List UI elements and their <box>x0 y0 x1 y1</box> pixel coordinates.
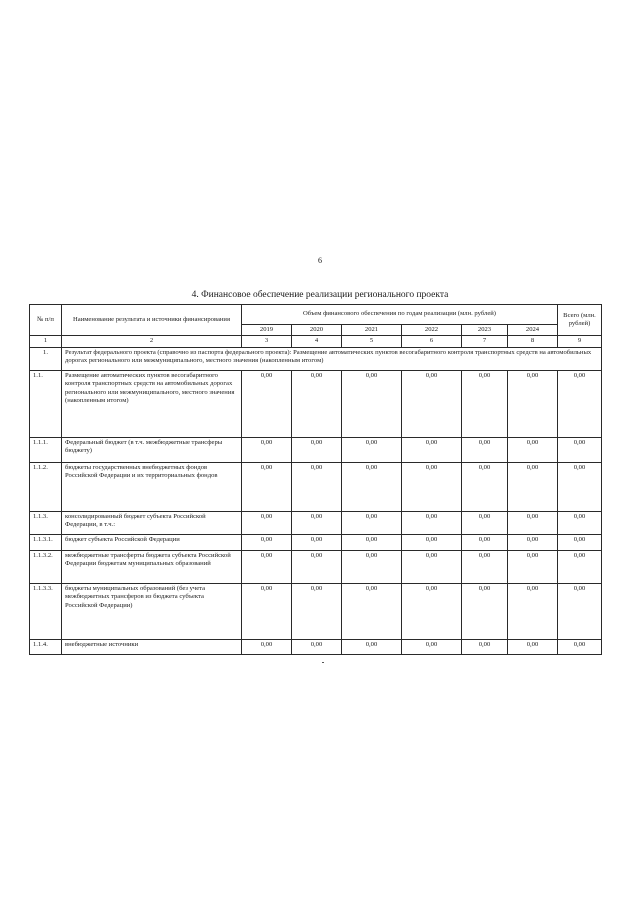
row-value: 0,00 <box>292 534 342 550</box>
row-value: 0,00 <box>402 534 462 550</box>
scan-mark <box>322 662 324 663</box>
column-number: 9 <box>558 336 602 347</box>
row-value: 0,00 <box>292 437 342 462</box>
row-value: 0,00 <box>462 583 508 639</box>
column-number: 7 <box>462 336 508 347</box>
row-value: 0,00 <box>558 583 602 639</box>
column-number: 1 <box>30 336 62 347</box>
table-row <box>30 639 602 654</box>
row-name: консолидированный бюджет субъекта Российской Федерации, в т.ч.: <box>62 511 242 534</box>
row-value: 0,00 <box>342 437 402 462</box>
column-number: 6 <box>402 336 462 347</box>
row-value: 0,00 <box>292 370 342 437</box>
row-number: 1.1.2. <box>30 462 62 511</box>
row-value: 0,00 <box>242 462 292 511</box>
row-name: внебюджетные источники <box>62 639 242 654</box>
row-value: 0,00 <box>402 550 462 583</box>
table-row <box>30 370 602 437</box>
row-value: 0,00 <box>342 511 402 534</box>
row-value: 0,00 <box>508 511 558 534</box>
column-number: 8 <box>508 336 558 347</box>
result-row-text: Результат федерального проекта (справочно из паспорта федерального проекта): Размещение автоматических пунктов весогабаритного контроля транспортных средств на автомобильных дорогах регионального или межмуниципального, местного значения (накопленным итогом) <box>62 347 602 370</box>
row-value: 0,00 <box>342 462 402 511</box>
row-value: 0,00 <box>342 550 402 583</box>
table-row <box>30 583 602 639</box>
page-number: 6 <box>318 256 322 265</box>
row-number: 1.1. <box>30 370 62 437</box>
row-value: 0,00 <box>292 511 342 534</box>
row-value: 0,00 <box>292 639 342 654</box>
row-value: 0,00 <box>462 370 508 437</box>
row-value: 0,00 <box>342 639 402 654</box>
header-year: 2022 <box>402 325 462 336</box>
column-number: 2 <box>62 336 242 347</box>
row-value: 0,00 <box>342 534 402 550</box>
table-row <box>30 511 602 534</box>
row-value: 0,00 <box>402 437 462 462</box>
row-value: 0,00 <box>508 534 558 550</box>
column-number: 5 <box>342 336 402 347</box>
row-value: 0,00 <box>462 534 508 550</box>
row-number: 1.1.4. <box>30 639 62 654</box>
row-name: бюджеты государственных внебюджетных фондов Российской Федерации и их территориальных фондов <box>62 462 242 511</box>
row-name: бюджет субъекта Российской Федерации <box>62 534 242 550</box>
row-value: 0,00 <box>508 550 558 583</box>
row-value: 0,00 <box>558 639 602 654</box>
row-value: 0,00 <box>558 437 602 462</box>
header-year: 2023 <box>462 325 508 336</box>
row-value: 0,00 <box>508 462 558 511</box>
row-value: 0,00 <box>402 462 462 511</box>
table-row <box>30 534 602 550</box>
header-name: Наименование результата и источники финансирования <box>62 305 242 336</box>
table-row <box>30 437 602 462</box>
row-value: 0,00 <box>292 583 342 639</box>
row-value: 0,00 <box>508 583 558 639</box>
row-value: 0,00 <box>558 511 602 534</box>
row-value: 0,00 <box>462 511 508 534</box>
row-value: 0,00 <box>342 370 402 437</box>
header-volume: Объем финансового обеспечения по годам реализации (млн. рублей) <box>242 305 558 325</box>
row-value: 0,00 <box>508 370 558 437</box>
row-value: 0,00 <box>558 370 602 437</box>
row-value: 0,00 <box>558 534 602 550</box>
row-value: 0,00 <box>342 583 402 639</box>
header-year: 2019 <box>242 325 292 336</box>
row-number: 1.1.1. <box>30 437 62 462</box>
row-value: 0,00 <box>462 550 508 583</box>
row-value: 0,00 <box>242 639 292 654</box>
row-value: 0,00 <box>508 437 558 462</box>
row-value: 0,00 <box>292 550 342 583</box>
row-name: Размещение автоматических пунктов весогабаритного контроля транспортных средств на автомобильных дорогах регионального или межмуниципального, местного значения (накопленным итогом) <box>62 370 242 437</box>
header-year: 2024 <box>508 325 558 336</box>
header-total: Всего (млн. рублей) <box>558 305 602 336</box>
section-title: 4. Финансовое обеспечение реализации регионального проекта <box>191 290 449 300</box>
row-number: 1.1.3.1. <box>30 534 62 550</box>
row-value: 0,00 <box>402 370 462 437</box>
column-number: 4 <box>292 336 342 347</box>
row-value: 0,00 <box>508 639 558 654</box>
row-number: 1.1.3.3. <box>30 583 62 639</box>
header-year: 2020 <box>292 325 342 336</box>
row-number: 1.1.3. <box>30 511 62 534</box>
row-value: 0,00 <box>242 370 292 437</box>
financing-table <box>29 304 602 655</box>
column-number: 3 <box>242 336 292 347</box>
row-number: 1.1.3.2. <box>30 550 62 583</box>
row-name: бюджеты муниципальных образований (без учета межбюджетных трансферов из бюджета субъекта Российской Федерации) <box>62 583 242 639</box>
table-row <box>30 462 602 511</box>
row-value: 0,00 <box>462 437 508 462</box>
result-row <box>30 347 602 370</box>
result-row-num: 1. <box>30 347 62 370</box>
row-value: 0,00 <box>402 583 462 639</box>
row-name: межбюджетные трансферты бюджета субъекта Российской Федерации бюджетам муниципальных образований <box>62 550 242 583</box>
row-value: 0,00 <box>402 511 462 534</box>
header-num: № п/п <box>30 305 62 336</box>
table-row <box>30 550 602 583</box>
row-value: 0,00 <box>242 511 292 534</box>
row-value: 0,00 <box>558 550 602 583</box>
row-value: 0,00 <box>242 583 292 639</box>
row-value: 0,00 <box>462 639 508 654</box>
header-year: 2021 <box>342 325 402 336</box>
row-value: 0,00 <box>292 462 342 511</box>
row-value: 0,00 <box>242 550 292 583</box>
row-name: Федеральный бюджет (в т.ч. межбюджетные трансферы бюджету) <box>62 437 242 462</box>
row-value: 0,00 <box>242 534 292 550</box>
column-numbers-row <box>30 336 602 347</box>
row-value: 0,00 <box>242 437 292 462</box>
row-value: 0,00 <box>402 639 462 654</box>
row-value: 0,00 <box>462 462 508 511</box>
row-value: 0,00 <box>558 462 602 511</box>
